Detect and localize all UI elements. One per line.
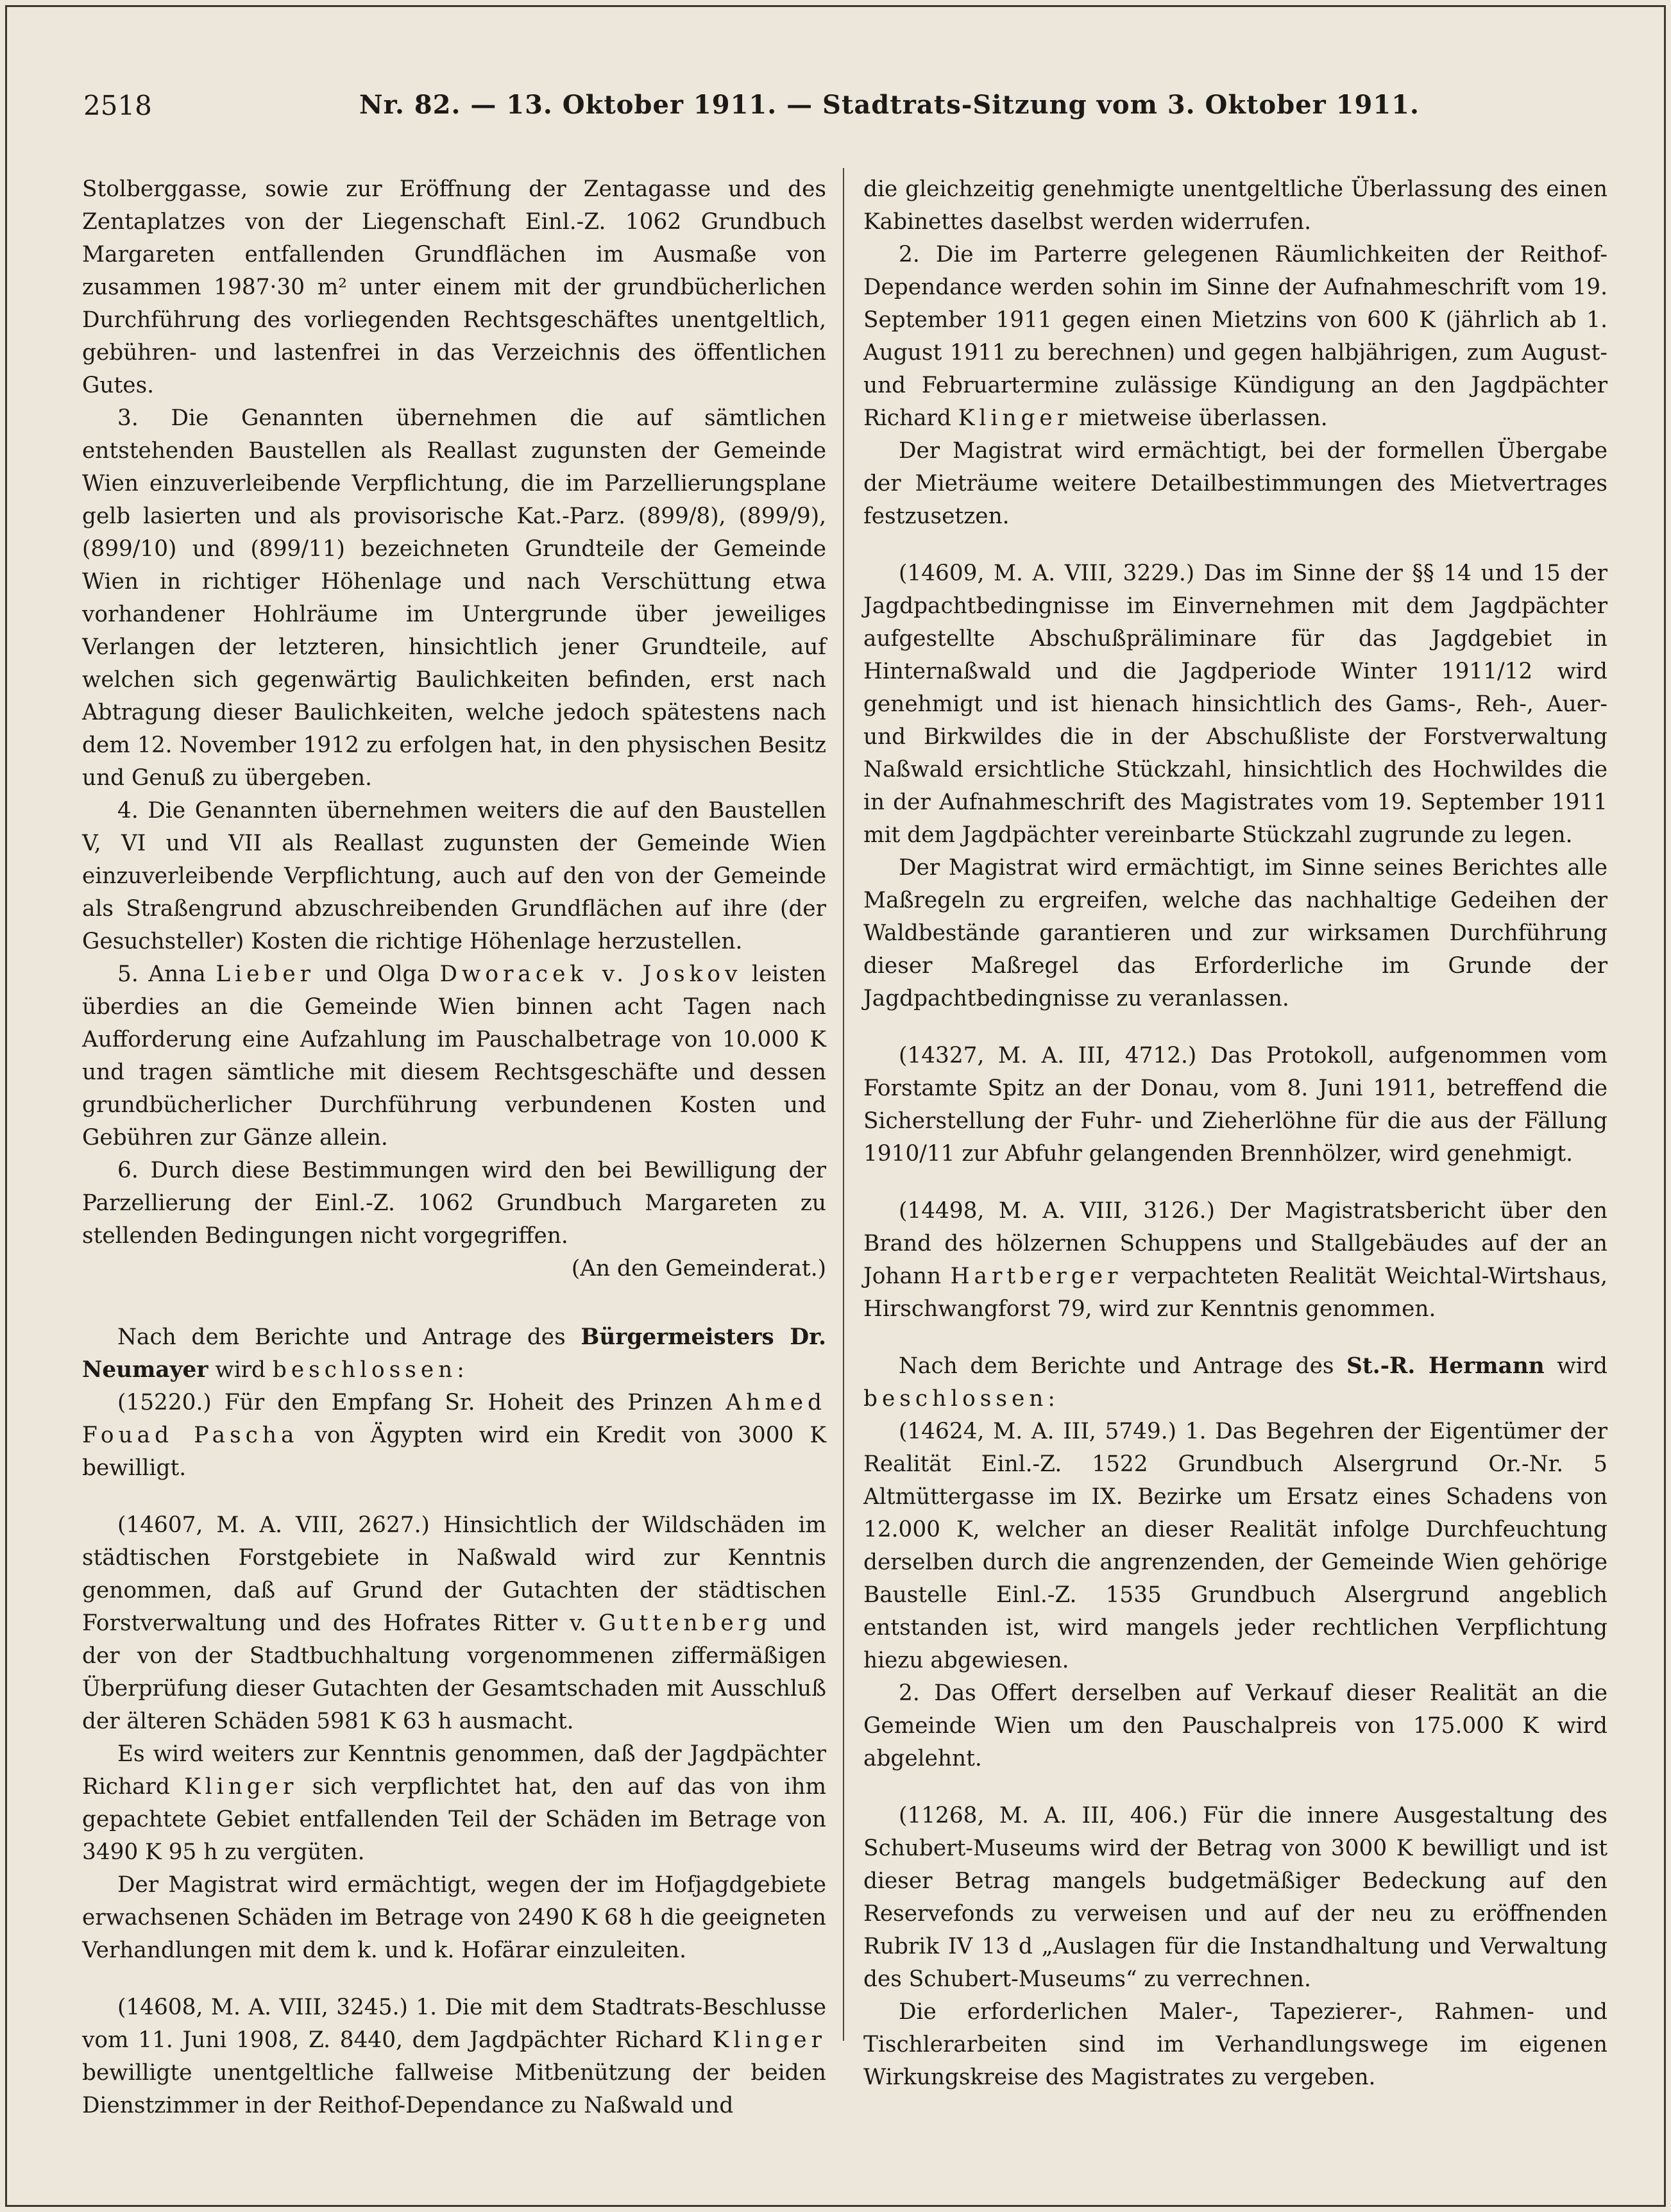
page-number: 2518 [83,90,152,121]
spaced-name: Klinger [184,1774,298,1800]
paragraph: (15220.) Für den Empfang Sr. Hoheit des Prinzen Ahmed Fouad Pascha von Ägypten wird ein Kredit von 3000 K bewilligt. [82,1390,826,1481]
paragraph: 3. Die Genannten übernehmen die auf sämtlichen entstehenden Baustellen als Reallast zugunsten der Gemeinde Wien einzuverleibende Verpflichtung, die im Parzellierungsplane gelb lasierten und als provisorische Kat.-Parz. (899/8), (899/9), (899/10) und (899/11) bezeichneten Grundteile der Gemeinde Wien in richtiger Höhenlage und nach Verschüttung etwa vorhandener Hohlräume im Untergrunde über jeweiliges Verlangen der letzteren, hinsichtlich jener Grundteile, auf welchen sich gegenwärtig Baulichkeiten befinden, erst nach Abtragung dieser Baulichkeiten, welche jedoch spätestens nach dem 12. November 1912 zu erfolgen hat, in den physischen Besitz und Genuß zu übergeben. [82,405,826,791]
paragraph: (14607, M. A. VIII, 2627.) Hinsichtlich der Wildschäden im städtischen Forstgebiete in Naßwald wird zur Kenntnis genommen, daß auf Grund der Gutachten der städtischen Forstverwaltung und des Hofrates Ritter v. Guttenberg und der von der Stadtbuchhaltung vorgenommenen ziffermäßigen Überprüfung dieser Gutachten der Gesamtschaden mit Ausschluß der älteren Schäden 5981 K 63 h ausmacht. [82,1512,826,1734]
spaced-name: Ahmed Fouad Pascha [82,1390,826,1448]
paragraph: 2. Die im Parterre gelegenen Räumlichkeiten der Reithof-Dependance werden sohin im Sinne der Aufnahmeschrift vom 19. September 1911 gegen einen Mietzins von 600 K (jährlich ab 1. August 1911 zu berechnen) und gegen halbjährigen, zum August- und Februartermine zulässige Kündigung an den Jagdpächter Richard Klinger mietweise überlassen. [863,242,1607,431]
spaced-name: Klinger [958,405,1073,431]
paragraph: 6. Durch diese Bestimmungen wird den bei Bewilligung der Parzellierung der Einl.-Z. 1062 Grundbuch Margareten zu stellenden Bedingungen nicht vorgegriffen. [82,1158,826,1249]
paragraph: (14327, M. A. III, 4712.) Das Protokoll, aufgenommen vom Forstamte Spitz an der Donau, vom 8. Juni 1911, betreffend die Sicherstellung der Fuhr- und Zieherlöhne für die aus der Fällung 1910/11 zur Abfuhr gelangenden Brennhölzer, wird genehmigt. [863,1043,1607,1167]
paragraph: (14624, M. A. III, 5749.) 1. Das Begehren der Eigentümer der Realität Einl.-Z. 1522 Grundbuch Alsergrund Or.-Nr. 5 Altmüttergasse im IX. Bezirke um Ersatz eines Schadens von 12.000 K, welcher an dieser Realität infolge Durchfeuchtung derselben durch die angrenzenden, der Gemeinde Wien gehörige Baustelle Einl.-Z. 1535 Grundbuch Alsergrund angeblich entstanden ist, wird mangels jeder rechtlichen Verpflichtung hiezu abgewiesen. [863,1419,1607,1673]
paragraph: 4. Die Genannten übernehmen weiters die auf den Baustellen V, VI und VII als Reallast zugunsten der Gemeinde Wien einzuverleibende Verpflichtung, auch auf den von der Gemeinde als Straßengrund abzuschreibenden Grundflächen auf ihre (der Gesuchsteller) Kosten die richtige Höhenlage herzustellen. [82,798,826,954]
paragraph: Der Magistrat wird ermächtigt, bei der formellen Übergabe der Mieträume weitere Detailbestimmungen des Mietvertrages festzusetzen. [863,438,1607,529]
paragraph: (14608, M. A. VIII, 3245.) 1. Die mit dem Stadtrats-Beschlusse vom 11. Juni 1908, Z. 8440, dem Jagdpächter Richard Klinger bewilligte unentgeltliche fallweise Mitbenützung der beiden Dienstzimmer in der Reithof-Dependance zu Naßwald und [82,1995,826,2118]
right-column [863,173,1607,2094]
paragraph: die gleichzeitig genehmigte unentgeltliche Überlassung des einen Kabinettes daselbst werden widerrufen. [863,176,1607,235]
paragraph: (14498, M. A. VIII, 3126.) Der Magistratsbericht über den Brand des hölzernen Schuppens und Stallgebäudes auf der an Johann Hartberger verpachteten Realität Weichtal-Wirtshaus, Hirschwangforst 79, wird zur Kenntnis genommen. [863,1198,1607,1322]
paragraph: 2. Das Offert derselben auf Verkauf dieser Realität an die Gemeinde Wien um den Pauschalpreis von 175.000 K wird abgelehnt. [863,1680,1607,1771]
bold-name: St.-R. Hermann [1346,1353,1545,1379]
paragraph: Stolberggasse, sowie zur Eröffnung der Zentagasse und des Zentaplatzes von der Liegenschaft Einl.-Z. 1062 Grundbuch Margareten entfallenden Grundflächen im Ausmaße von zusammen 1987·30 m² unter einem mit der grundbücherlichen Durchführung des vorliegenden Rechtsgeschäftes unentgeltlich, gebühren- und lastenfrei in das Verzeichnis des öffentlichen Gutes. [82,176,826,398]
spaced-name: Dworacek v. Joskov [439,961,742,987]
column-divider [843,168,844,2041]
resolution-heading: Nach dem Berichte und Antrage des St.-R. Hermann wird beschlossen: [863,1353,1607,1412]
referral-note: (An den Gemeinderat.) [571,1256,826,1281]
paragraph: Der Magistrat wird ermächtigt, im Sinne seines Berichtes alle Maßregeln zu ergreifen, welche das nachhaltige Gedeihen der Waldbestände garantieren und zur wirksamen Durchführung dieser Maßregel das Erforderliche im Grunde der Jagdpachtbedingnisse zu veranlassen. [863,855,1607,1011]
resolution-heading: Nach dem Berichte und Antrage des Bürgermeisters Dr. Neumayer wird beschlossen: [82,1324,826,1383]
running-title: Nr. 82. — 13. Oktober 1911. — Stadtrats-Sitzung vom 3. Oktober 1911. [359,90,1420,120]
bold-name: Bürgermeisters Dr. Neumayer [82,1324,826,1383]
spaced-name: Hartberger [950,1263,1123,1289]
paragraph: (11268, M. A. III, 406.) Für die innere Ausgestaltung des Schubert-Museums wird der Betrag von 3000 K bewilligt und ist dieser Betrag mangels budgetmäßiger Bedeckung auf den Reservefonds zu verweisen und auf der neu zu eröffnenden Rubrik IV 13 d „Auslagen für die Instandhaltung und Verwaltung des Schubert-Museums“ zu verrechnen. [863,1803,1607,1992]
paragraph: 5. Anna Lieber und Olga Dworacek v. Joskov leisten überdies an die Gemeinde Wien binnen acht Tagen nach Aufforderung eine Aufzahlung im Pauschalbetrage von 10.000 K und tragen sämtliche mit diesem Rechtsgeschäfte und dessen grundbücherlicher Durchführung verbundenen Kosten und Gebühren zur Gänze allein. [82,961,827,1151]
page-header [83,90,1578,135]
spaced-name: Lieber [216,961,316,987]
paragraph: Der Magistrat wird ermächtigt, wegen der im Hofjagdgebiete erwachsenen Schäden im Betrage von 2490 K 68 h die geeigneten Verhandlungen mit dem k. und k. Hofärar einzuleiten. [82,1872,826,1963]
paragraph: Die erforderlichen Maler-, Tapezierer-, Rahmen- und Tischlerarbeiten sind im Verhandlungswege im eigenen Wirkungskreise des Magistrates zu vergeben. [863,1999,1607,2090]
spaced-name: Klinger [712,2027,826,2053]
paragraph: (14609, M. A. VIII, 3229.) Das im Sinne der §§ 14 und 15 der Jagdpachtbedingnisse im Einvernehmen mit dem Jagdpächter aufgestellte Abschußpräliminare für das Jagdgebiet in Hinternaßwald und die Jagdperiode Winter 1911/12 wird genehmigt und ist hienach hinsichtlich des Gams-, Reh-, Auer- und Birkwildes die in der Abschußliste der Forstverwaltung Naßwald ersichtliche Stückzahl, hinsichtlich des Hochwildes die in der Aufnahmeschrift des Magistrates vom 19. September 1911 mit dem Jagdpächter vereinbarte Stückzahl zugrunde zu legen. [863,561,1607,848]
paragraph: Es wird weiters zur Kenntnis genommen, daß der Jagdpächter Richard Klinger sich verpflichtet hat, den auf das von ihm gepachtete Gebiet entfallenden Teil der Schäden im Betrage von 3490 K 95 h zu vergüten. [82,1741,826,1865]
left-column [82,173,826,2122]
spaced-name: Guttenberg [598,1610,772,1636]
